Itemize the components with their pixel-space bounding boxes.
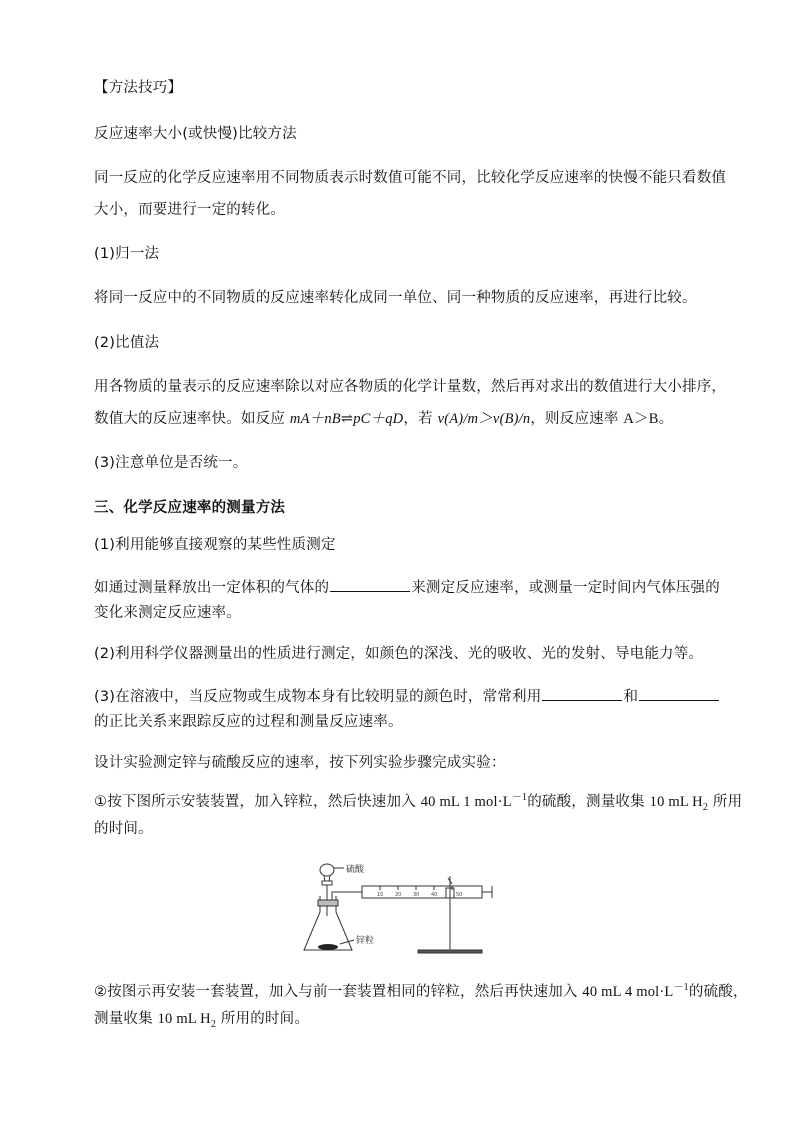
reaction-equation: mA＋nB⇌pC＋qD [289, 411, 404, 427]
s1-text-a: 如通过测量释放出一定体积的气体的 [94, 580, 330, 596]
step-2-line-1 [94, 982, 748, 1002]
scale-label: 20 [395, 892, 402, 898]
section-3-title: 三、化学反应速率的测量方法 [94, 500, 286, 516]
subsection-1-title: (1)利用能够直接观察的某些性质测定 [94, 537, 336, 553]
step2-part-a: ②按图示再安装一套装置，加入与前一套装置相同的锌粒，然后再快速加入 [94, 984, 583, 1000]
step2-subscript: 2 [210, 1018, 217, 1030]
subsection-3-line-1 [94, 685, 720, 707]
m2-part-3: ，则反应速率 [530, 411, 624, 427]
zinc-pointer [340, 940, 354, 944]
fill-blank-3[interactable] [639, 685, 719, 701]
funnel-bulb [320, 864, 334, 876]
step2-part-d: 所用的时间。 [216, 1011, 310, 1027]
step2-part-b: 的硫酸， [688, 984, 748, 1000]
stand-base [418, 950, 482, 953]
funnel-neck [324, 876, 330, 881]
rate-result: A＞B [623, 411, 659, 427]
method-2-title: (2)比值法 [94, 335, 160, 351]
method-2-line-1: 用各物质的量表示的反应速率除以对应各物质的化学计量数，然后再对求出的数值进行大小排序， [94, 379, 727, 395]
section-header: 【方法技巧】 [94, 80, 183, 96]
design-text: 设计实验测定锌与硫酸反应的速率，按下列实验步骤完成实验： [94, 755, 506, 771]
m2-part-2: ，若 [403, 411, 438, 427]
scale-label: 40 [431, 892, 438, 898]
subsection-3-line-2: 的正比关系来跟踪反应的过程和测量反应速率。 [94, 714, 403, 730]
label-zinc: 锌粒 [356, 936, 375, 946]
subsection-1-line-2: 变化来测定反应速率。 [94, 605, 241, 621]
step2-exponent: －1 [673, 982, 689, 994]
m2-part-1: 数值大的反应速率快。如反应 [94, 411, 290, 427]
step1-exponent: －1 [511, 792, 528, 804]
apparatus-figure [300, 858, 500, 958]
zinc-granules [318, 944, 338, 950]
step-1-line-2: 的时间。 [94, 821, 153, 837]
s3-text-a: (3)在溶液中，当反应物或生成物本身有比较明显的颜色时，常常利用 [94, 689, 542, 705]
rate-condition: v(A)/m＞v(B)/n [437, 411, 531, 427]
method-title: 反应速率大小(或快慢)比较方法 [94, 126, 297, 142]
intro-line-1: 同一反应的化学反应速率用不同物质表示时数值可能不同，比较化学反应速率的快慢不能只看数值 [94, 170, 727, 186]
stopcock [322, 881, 332, 885]
method-2-line-2 [94, 409, 673, 429]
label-acid: 硫酸 [346, 865, 365, 875]
step-2-line-2 [94, 1009, 309, 1029]
step2-volume: 40 mL 4 mol·L [582, 984, 674, 1000]
fill-blank-1[interactable] [330, 576, 410, 592]
step-1-line-1 [94, 792, 742, 812]
step1-volume: 40 mL 1 mol·L [420, 794, 512, 810]
method-3-title: (3)注意单位是否统一。 [94, 455, 248, 471]
scale-label: 30 [413, 892, 420, 898]
m2-part-4: 。 [658, 411, 674, 427]
step1-part-a: ①按下图所示安装装置，加入锌粒，然后快速加入 [94, 794, 421, 810]
s1-text-b: 来测定反应速率，或测量一定时间内气体压强的 [411, 580, 720, 596]
step2-gas: 10 mL H [157, 1011, 211, 1027]
step2-part-c: 测量收集 [94, 1011, 158, 1027]
intro-line-2: 大小，而要进行一定的转化。 [94, 202, 286, 218]
method-1-text: 将同一反应中的不同物质的反应速率转化成同一单位、同一种物质的反应速率，再进行比较。 [94, 290, 697, 306]
rubber-stopper [318, 900, 338, 906]
subsection-1-line-1 [94, 576, 720, 598]
step1-part-b: 的硫酸，测量收集 [527, 794, 650, 810]
s3-text-b: 和 [623, 689, 639, 705]
scale-label: 50 [456, 892, 463, 898]
fill-blank-2[interactable] [542, 685, 622, 701]
step1-subscript: 2 [702, 801, 709, 813]
scale-label: 10 [377, 892, 384, 898]
subsection-2-text: (2)利用科学仪器测量出的性质进行测定，如颜色的深浅、光的吸收、光的发射、导电能力等。 [94, 646, 704, 662]
step1-gas: 10 mL H [649, 794, 703, 810]
method-1-title: (1)归一法 [94, 246, 160, 262]
step1-part-c: 所用 [708, 794, 743, 810]
